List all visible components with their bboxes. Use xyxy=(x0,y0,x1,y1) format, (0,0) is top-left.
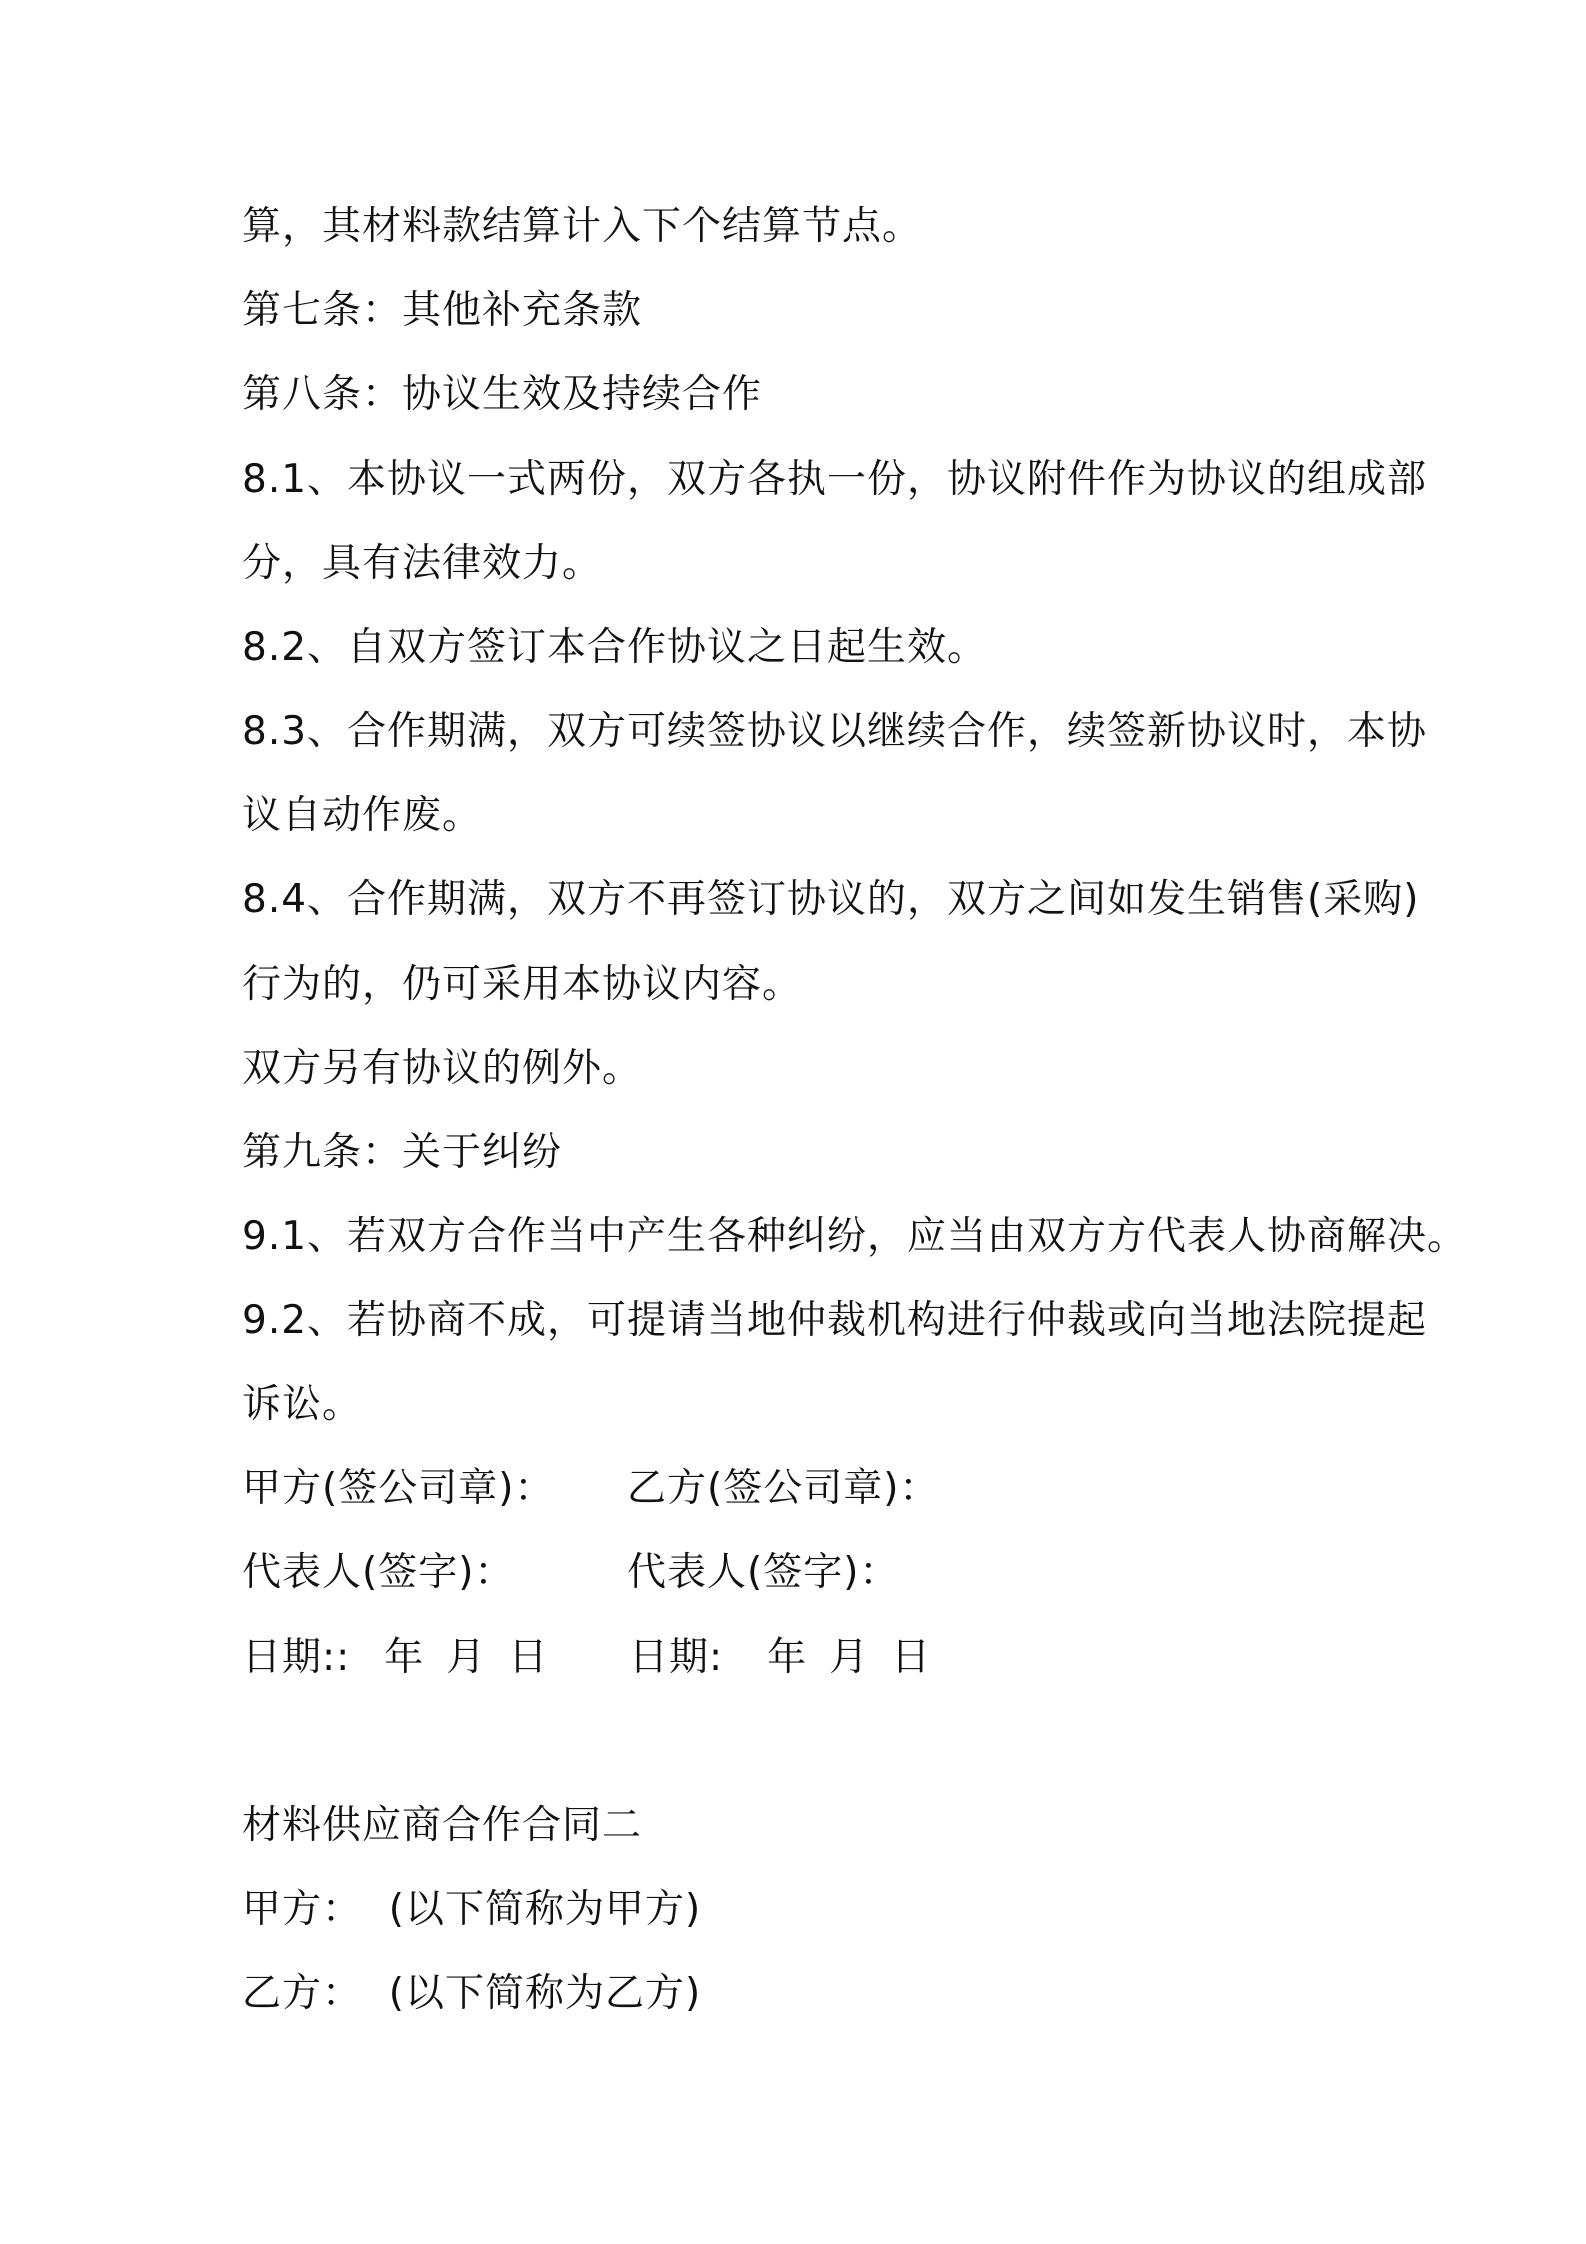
date-a-year: 年 xyxy=(384,1635,425,1680)
article-8-heading: 第八条：协议生效及持续合作 xyxy=(242,372,763,417)
date-b-row xyxy=(629,1633,931,1683)
date-a-day: 日 xyxy=(508,1635,549,1680)
rep-b-label: 代表人(签字)： xyxy=(627,1550,900,1595)
clause-8-4-continued: 行为的，仍可采用本协议内容。 xyxy=(242,962,803,1007)
party-a-seal-label: 甲方(签公司章)： xyxy=(242,1466,555,1511)
date-b-month: 月 xyxy=(829,1635,870,1680)
clause-8-3: 8.3、合作期满，双方可续签协议以继续合作，续签新协议时，本协 xyxy=(242,709,1428,754)
date-a-label: 日期:: xyxy=(242,1635,351,1680)
contract-2-party-b: 乙方： (以下简称为乙方) xyxy=(242,1971,702,2016)
date-b-day: 日 xyxy=(891,1635,932,1680)
clause-8-3-continued: 议自动作废。 xyxy=(242,793,483,838)
article-9-heading: 第九条：关于纠纷 xyxy=(242,1130,563,1175)
clause-8-4-exception: 双方另有协议的例外。 xyxy=(242,1046,643,1091)
contract-2-party-a: 甲方： (以下简称为甲方) xyxy=(242,1887,702,1932)
date-b-year: 年 xyxy=(767,1635,808,1680)
clause-8-4: 8.4、合作期满，双方不再签订协议的，双方之间如发生销售(采购) xyxy=(242,877,1420,922)
date-a-row xyxy=(242,1633,548,1683)
clause-9-2: 9.2、若协商不成，可提请当地仲裁机构进行仲裁或向当地法院提起 xyxy=(242,1298,1428,1343)
date-a-month: 月 xyxy=(446,1635,487,1680)
clause-9-1: 9.1、若双方合作当中产生各种纠纷，应当由双方方代表人协商解决。 xyxy=(242,1214,1468,1259)
clause-8-2: 8.2、自双方签订本合作协议之日起生效。 xyxy=(242,625,988,670)
party-b-seal-label: 乙方(签公司章)： xyxy=(627,1466,940,1511)
rep-a-label: 代表人(签字)： xyxy=(242,1550,515,1595)
clause-9-2-continued: 诉讼。 xyxy=(242,1382,363,1427)
article-7-heading: 第七条：其他补充条款 xyxy=(242,288,643,333)
contract-2-title: 材料供应商合作合同二 xyxy=(242,1803,643,1848)
clause-8-1-continued: 分，具有法律效力。 xyxy=(242,541,603,586)
date-b-label: 日期: xyxy=(629,1635,724,1680)
paragraph-line: 算，其材料款结算计入下个结算节点。 xyxy=(242,204,923,249)
clause-8-1: 8.1、本协议一式两份，双方各执一份，协议附件作为协议的组成部 xyxy=(242,457,1428,502)
